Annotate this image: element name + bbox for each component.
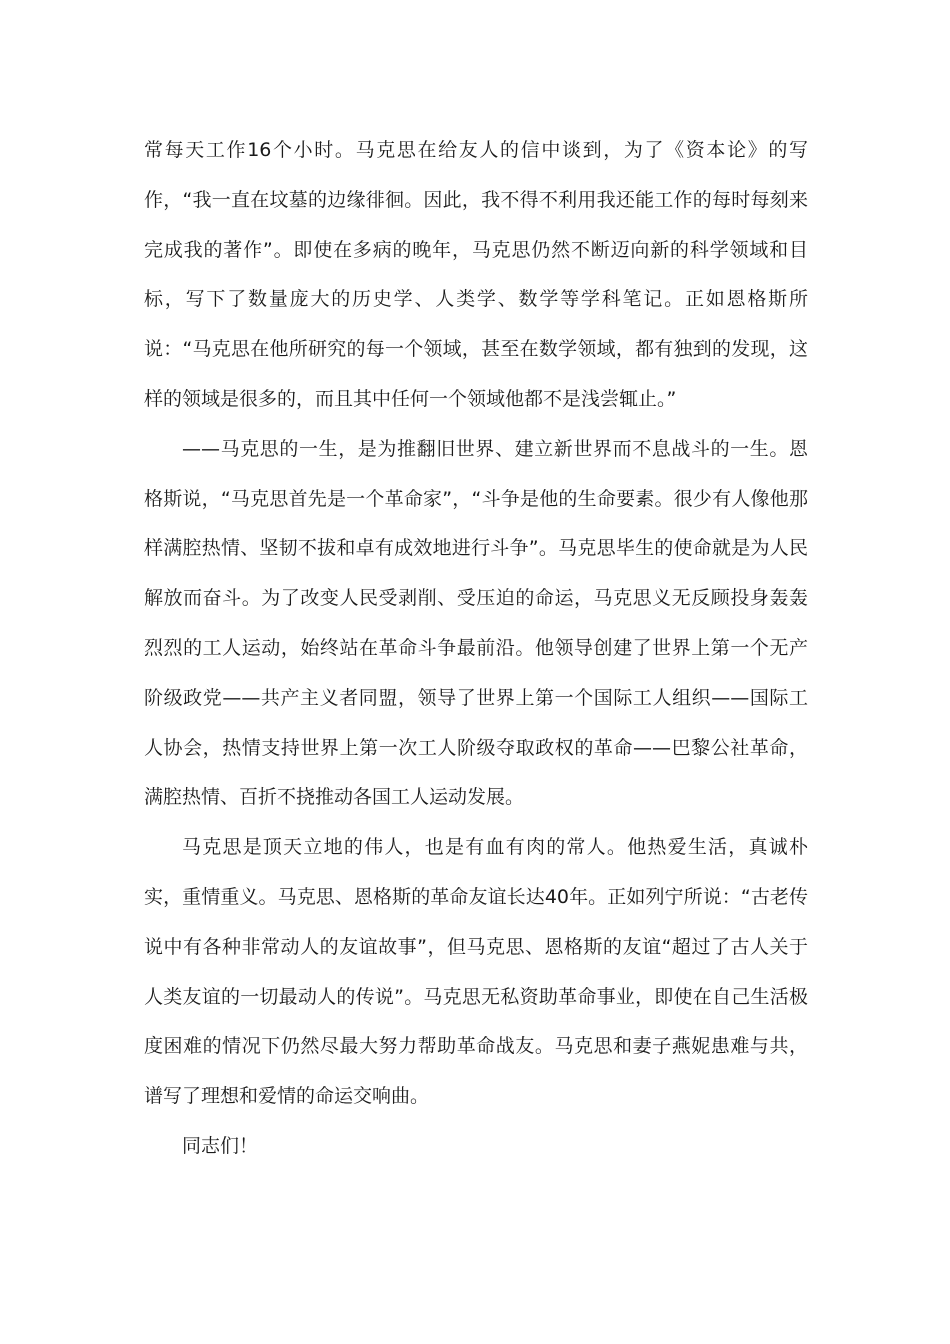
paragraph-address: 同志们！ bbox=[182, 1134, 259, 1157]
document-body bbox=[144, 126, 808, 1172]
paragraph-friendship: 马克思是顶天立地的伟人，也是有血有肉的常人。他热爱生活，真诚朴实，重情重义。马克思、恩格斯的革命友谊长达40年。正如列宁所说：“古老传说中有各种非常动人的友谊故事”，但马克思、恩格斯的友谊“超过了古人关于人类友谊的一切最动人的传说”。马克思无私资助革命事业，即使在自己生活极度困难的情况下仍然尽最大努力帮助革命战友。马克思和妻子燕妮患难与共，谱写了理想和爱情的命运交响曲。 bbox=[144, 836, 808, 1108]
paragraph-continuation: 常每天工作16个小时。马克思在给友人的信中谈到，为了《资本论》的写作，“我一直在坟墓的边缘徘徊。因此，我不得不利用我还能工作的每时每刻来完成我的著作”。即使在多病的晚年，马克思仍然不断迈向新的科学领域和目标，写下了数量庞大的历史学、人类学、数学等学科笔记。正如恩格斯所说：“马克思在他所研究的每一个领域，甚至在数学领域，都有独到的发现，这样的领域是很多的，而且其中任何一个领域他都不是浅尝辄止。” bbox=[144, 139, 808, 410]
paragraph-revolutionary-life: ——马克思的一生，是为推翻旧世界、建立新世界而不息战斗的一生。恩格斯说，“马克思首先是一个革命家”，“斗争是他的生命要素。很少有人像他那样满腔热情、坚韧不拔和卓有成效地进行斗争”。马克思毕生的使命就是为人民解放而奋斗。为了改变人民受剥削、受压迫的命运，马克思义无反顾投身轰轰烈烈的工人运动，始终站在革命斗争最前沿。他领导创建了世界上第一个无产阶级政党——共产主义者同盟，领导了世界上第一个国际工人组织——国际工人协会，热情支持世界上第一次工人阶级夺取政权的革命——巴黎公社革命，满腔热情、百折不挠推动各国工人运动发展。 bbox=[144, 437, 808, 809]
